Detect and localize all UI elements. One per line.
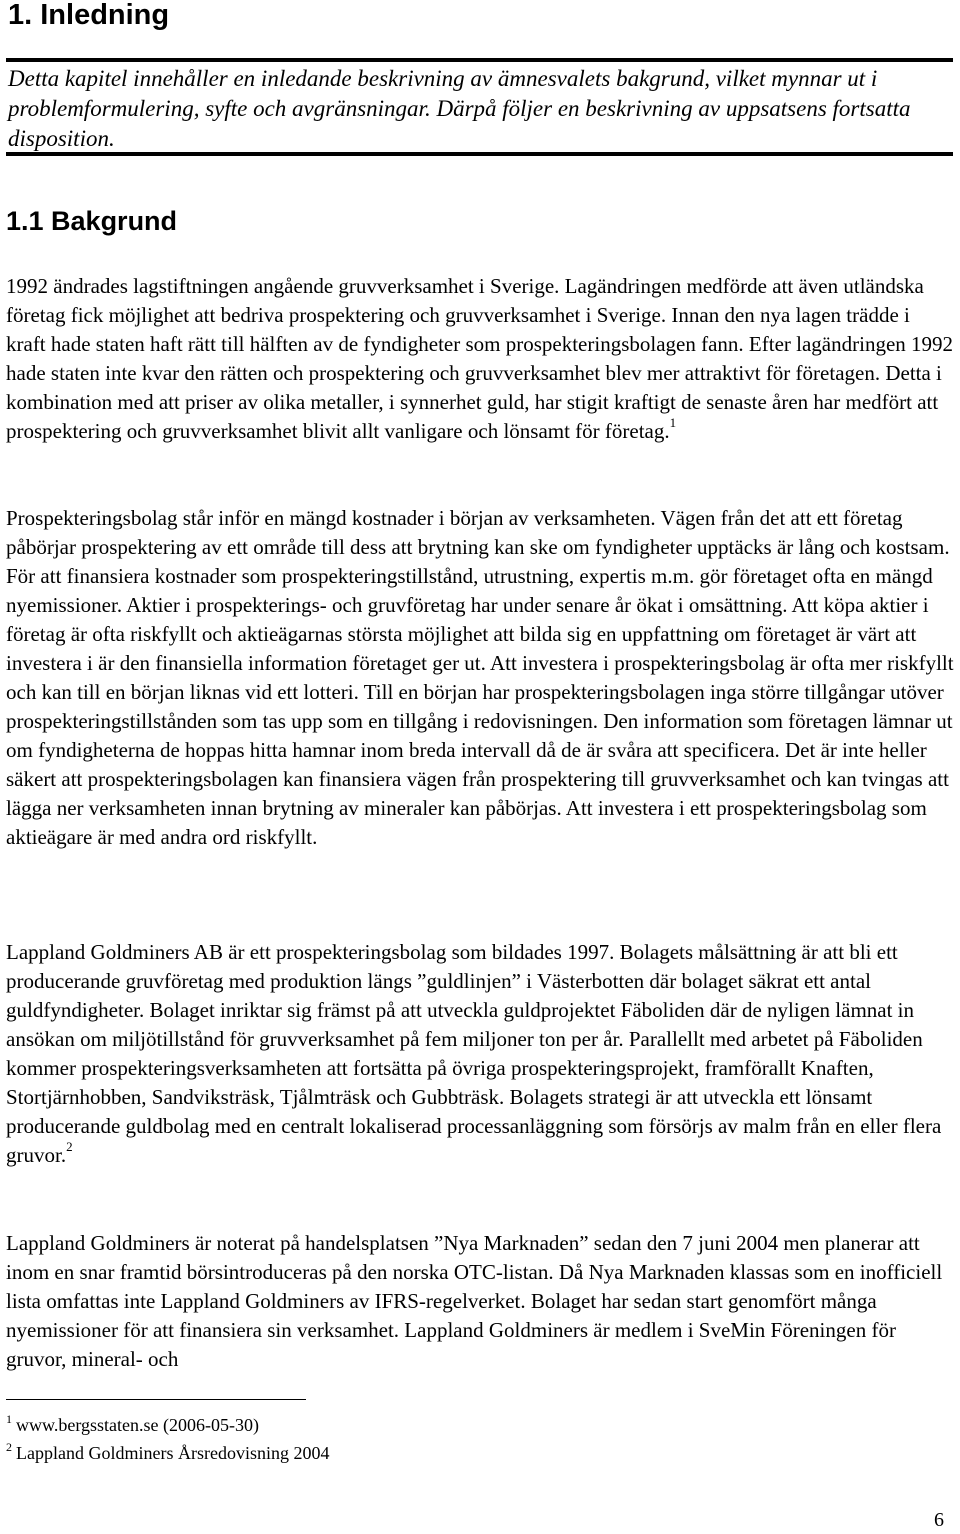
footnote-number: 2 xyxy=(6,1440,12,1454)
footnote xyxy=(6,1412,606,1440)
chapter-intro: Detta kapitel innehåller en inledande beskrivning av ämnesvalets bakgrund, vilket mynnar ut i problemformulering, syfte och avgränsningar. Därpå följer en beskrivning av uppsatsens fortsatta disposition. xyxy=(8,66,911,151)
paragraph-3 xyxy=(6,938,954,1170)
footnote xyxy=(6,1440,606,1468)
intro-top-rule xyxy=(6,58,953,62)
footnote-number: 1 xyxy=(6,1412,12,1426)
footnote-text: Lappland Goldminers Årsredovisning 2004 xyxy=(16,1443,330,1463)
footnote-ref-1: 1 xyxy=(669,415,677,430)
paragraph-3-text: Lappland Goldminers AB är ett prospekteringsbolag som bildades 1997. Bolagets målsättning är att bli ett producerande gruvföretag med produktion längs ”guldlinjen” i Västerbotten där bolaget säkrat ett antal guldfyndigheter. Bolaget inriktar sig främst på att utveckla guldprojektet Fäboliden där de nyligen lämnat in ansökan om miljötillstånd för gruvverksamhet på fem miljoner ton per år. Parallellt med arbetet på Fäboliden kommer prospekteringsverksamheten att fortsätta på övriga prospekteringsprojekt, framförallt Knaften, Stortjärnhobben, Sandviksträsk, Tjålmträsk och Gubbträsk. Bolagets strategi är att utveckla ett lönsamt producerande guldbolag med en centralt lokaliserad processanläggning som försörjs av malm från en eller flera gruvor. xyxy=(6,940,942,1167)
footnote-ref-2: 2 xyxy=(66,1139,73,1154)
footnote-separator xyxy=(6,1399,306,1400)
page-number: 6 xyxy=(934,1509,944,1531)
footnotes xyxy=(6,1412,606,1468)
footnote-text: www.bergsstaten.se (2006-05-30) xyxy=(16,1415,259,1435)
paragraph-1-text: 1992 ändrades lagstiftningen angående gruvverksamhet i Sverige. Lagändringen medförde att även utländska företag fick möjlighet att bedriva prospektering och gruvverksamhet i Sverige. Innan den nya lagen trädde i kraft hade staten haft rätt till hälften av de fyndigheter som prospekteringsbolagen fann. Efter lagändringen 1992 hade staten inte kvar den rätten och prospektering och gruvverksamhet blev mer attraktivt för företagen. Detta i kombination med att priser av olika metaller, i synnerhet guld, har stigit kraftigt de senaste åren har medfört att prospektering och gruvverksamhet blivit allt vanligare och lönsamt för företag. xyxy=(6,274,954,443)
chapter-title: 1. Inledning xyxy=(8,0,170,31)
paragraph-2: Prospekteringsbolag står inför en mängd kostnader i början av verksamheten. Vägen från det att ett företag påbörjar prospektering av ett område till dess att brytning kan ske om fyndigheter upptäcks är lång och kostsam. För att finansiera kostnader som prospekteringstillstånd, utrustning, expertis m.m. gör företaget ofta en mängd nyemissioner. Aktier i prospekterings- och gruvföretag har under senare år ökat i omsättning. Att köpa aktier i företag är ofta riskfyllt och aktieägarnas största möjlighet att bilda sig en uppfattning om företaget är värt att investera i är den finansiella information företaget ger ut. Att investera i prospekteringsbolag är ofta mer riskfyllt och kan till en början liknas vid ett lotteri. Till en början har prospekteringsbolagen inga större tillgångar utöver prospekteringstillstånden som tas upp som en tillgång i redovisningen. Den information som företagen lämnar ut om fyndigheterna de hoppas hitta hamnar inom breda intervall då de är svåra att specificera. Det är inte heller säkert att prospekteringsbolagen kan finansiera vägen från prospektering till gruvverksamhet och kan tvingas att lägga ner verksamheten innan brytning av mineraler kan påbörjas. Att investera i ett prospekteringsbolag som aktieägare är med andra ord riskfyllt. xyxy=(6,506,954,849)
paragraph-1 xyxy=(6,272,954,446)
paragraph-4: Lappland Goldminers är noterat på handelsplatsen ”Nya Marknaden” sedan den 7 juni 2004 men planerar att inom en snar framtid börsintroduceras på den norska OTC-listan. Då Nya Marknaden klassas som en inofficiell lista omfattas inte Lappland Goldminers av IFRS-regelverket. Bolaget har sedan start genomfört många nyemissioner för att finansiera sin verksamhet. Lappland Goldminers är medlem i SveMin Föreningen för gruvor, mineral- och xyxy=(6,1231,943,1371)
section-title: 1.1 Bakgrund xyxy=(6,206,178,236)
intro-bottom-rule xyxy=(6,152,953,156)
